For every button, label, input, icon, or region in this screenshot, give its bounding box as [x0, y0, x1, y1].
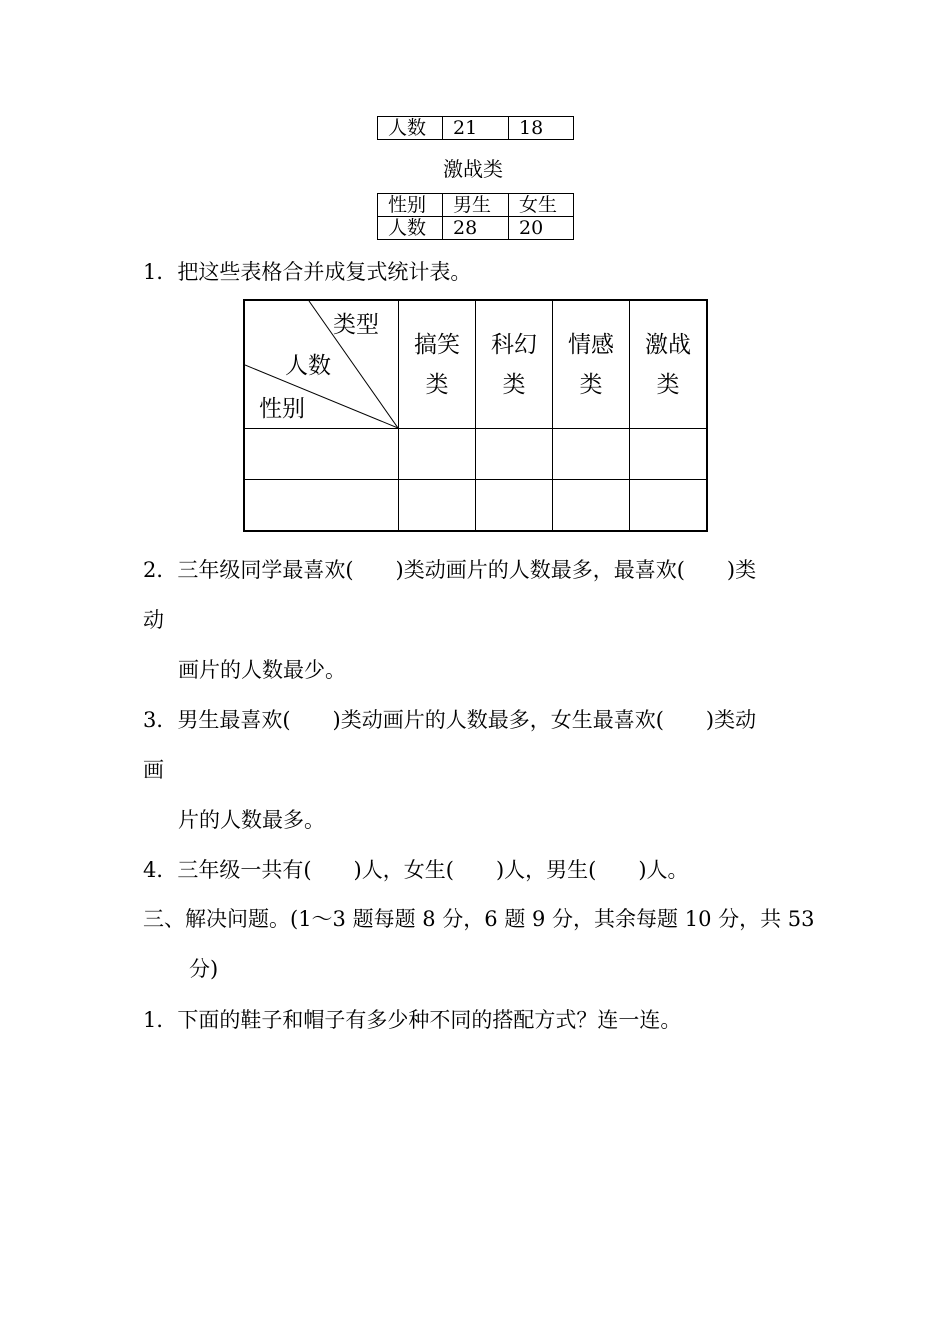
question-3-line-1: 3．男生最喜欢( )类动画片的人数最多，女生最喜欢( )类动: [143, 708, 757, 732]
column-header-line: 激战: [645, 331, 691, 358]
column-header-line: 科幻: [491, 331, 537, 358]
answer-cell[interactable]: [476, 429, 553, 480]
diag-label-count: 人数: [285, 353, 331, 379]
column-header-scifi: [476, 300, 553, 429]
table-row: [378, 194, 574, 217]
table-header-row: [244, 300, 707, 429]
table-cell: 性别: [378, 194, 443, 217]
answer-cell[interactable]: [553, 480, 630, 532]
answer-cell[interactable]: [399, 480, 476, 532]
answer-cell[interactable]: [553, 429, 630, 480]
diag-label-gender: 性别: [259, 396, 305, 422]
answer-cell[interactable]: [244, 429, 399, 480]
table-cell: 男生: [443, 194, 509, 217]
column-header-line: 类: [656, 371, 680, 398]
column-header-line: 类: [579, 371, 603, 398]
table-row: [378, 217, 574, 240]
compound-table: [243, 299, 708, 532]
table-battle: [377, 193, 574, 240]
table-row: [244, 480, 707, 532]
table-caption: 激战类: [443, 157, 503, 181]
column-header-line: 类: [502, 371, 526, 398]
column-header-line: 情感: [568, 331, 614, 358]
question-1: 1．把这些表格合并成复式统计表。: [143, 260, 472, 284]
table-cell: 28: [443, 217, 509, 240]
column-header-line: 类: [425, 371, 449, 398]
column-header-comedy: [399, 300, 476, 429]
question-4: 4．三年级一共有( )人，女生( )人，男生( )人。: [143, 858, 689, 882]
question-3-line-3: 片的人数最多。: [178, 808, 325, 832]
table-cell: 女生: [509, 194, 574, 217]
column-header-line: 搞笑: [414, 331, 460, 358]
section-3-question-1: 1．下面的鞋子和帽子有多少种不同的搭配方式？连一连。: [143, 1008, 682, 1032]
column-header-emotion: [553, 300, 630, 429]
diag-label-type: 类型: [333, 312, 379, 338]
table-cell: 人数: [378, 217, 443, 240]
table-top: [377, 116, 574, 140]
table-cell: 20: [509, 217, 574, 240]
answer-cell[interactable]: [476, 480, 553, 532]
table-cell: 18: [509, 117, 574, 140]
question-2-line-2: 动: [143, 608, 164, 632]
question-2-line-1: 2．三年级同学最喜欢( )类动画片的人数最多，最喜欢( )类: [143, 558, 757, 582]
answer-cell[interactable]: [244, 480, 399, 532]
section-3-heading: 三、解决问题。(1～3 题每题 8 分，6 题 9 分，其余每题 10 分，共 53: [143, 907, 815, 931]
table-row: [244, 429, 707, 480]
column-header-battle: [630, 300, 708, 429]
answer-cell[interactable]: [630, 429, 708, 480]
table-row: [378, 117, 574, 140]
table-cell: 21: [443, 117, 509, 140]
section-3-heading-cont: 分): [189, 957, 219, 981]
answer-cell[interactable]: [630, 480, 708, 532]
table-cell: 人数: [378, 117, 443, 140]
question-2-line-3: 画片的人数最少。: [178, 658, 346, 682]
question-3-line-2: 画: [143, 758, 164, 782]
answer-cell[interactable]: [399, 429, 476, 480]
diagonal-header-cell: [244, 300, 399, 429]
